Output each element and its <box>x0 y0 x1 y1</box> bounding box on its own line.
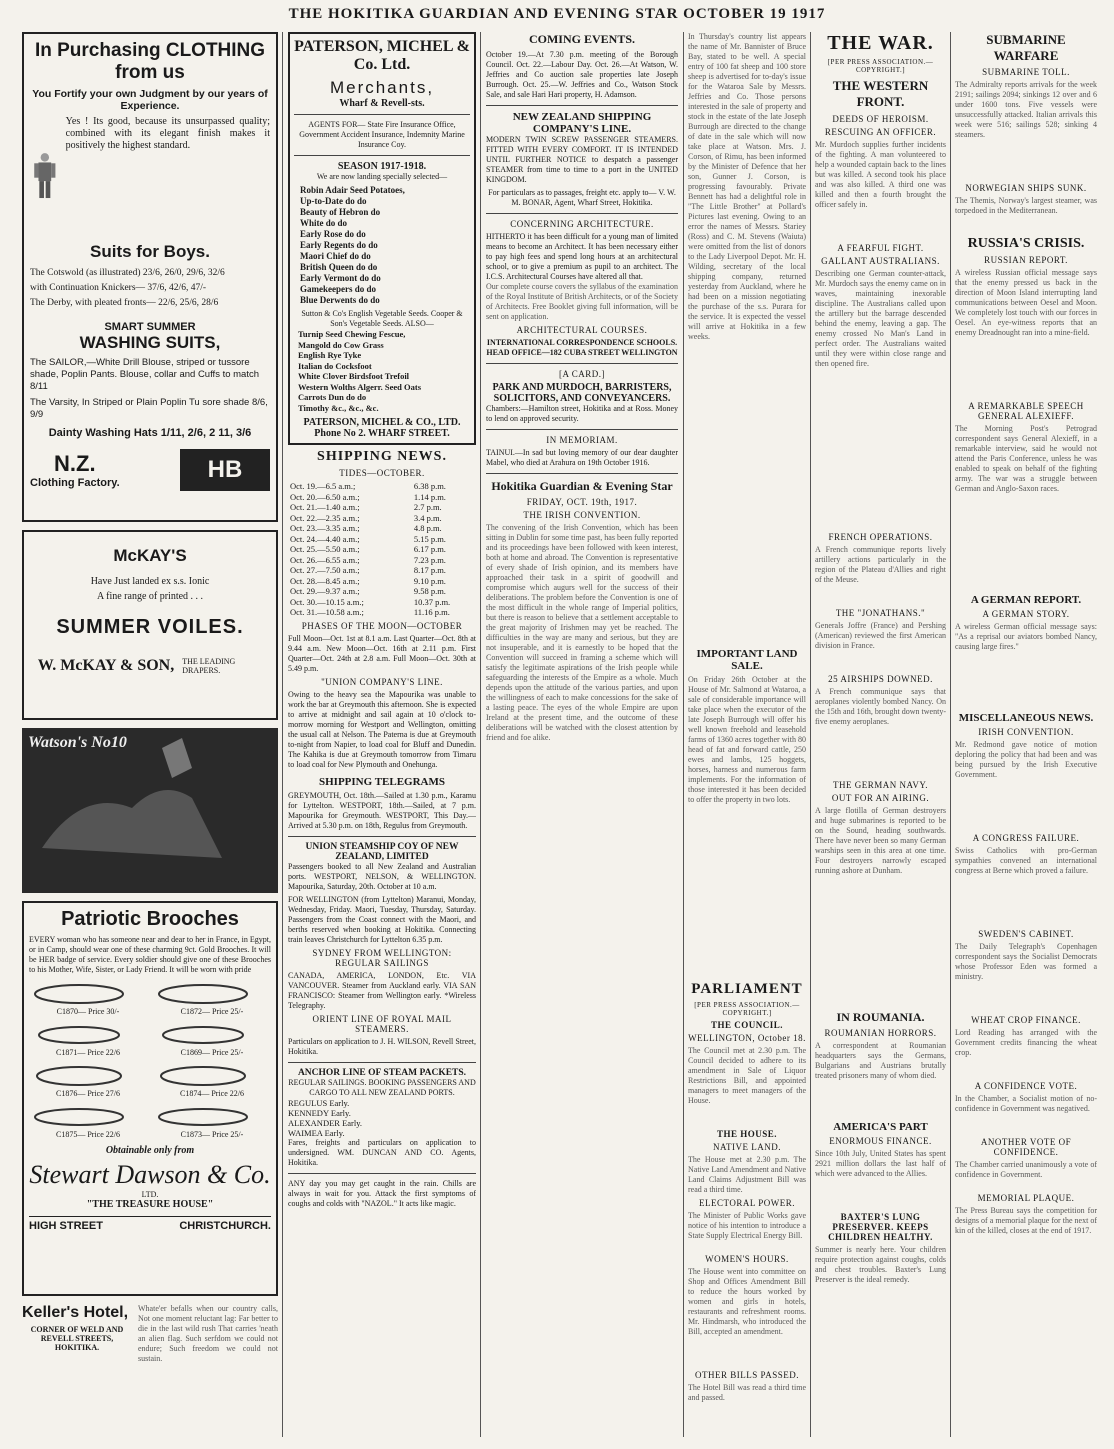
courses-heading: ARCHITECTURAL COURSES. <box>516 325 648 335</box>
table-row <box>288 534 476 545</box>
table-cell: 4.8 p.m. <box>413 523 442 533</box>
paterson-title: PATERSON, MICHEL & Co. Ltd. <box>294 38 470 73</box>
keller-hotel-title: Keller's Hotel, <box>22 1304 129 1321</box>
airing-body: A large flotilla of German destroyers and huge submarines is reported to be on the Sound, heading southwards. There have never been so many German warships seen in this area at one time. Four destroyers narrowly escaped running ashore at Dunham. <box>815 806 946 875</box>
suits-title: Suits for Boys. <box>90 242 210 261</box>
womens-heading: WOMEN'S HOURS. <box>705 1254 789 1264</box>
park-body: Chambers:—Hamilton street, Hokitika and at Ross. Money to lend on approved security. <box>486 404 678 423</box>
table-row <box>288 481 476 492</box>
french-heading: FRENCH OPERATIONS. <box>828 532 933 542</box>
article-body: The convening of the Irish Convention, which has been sitting in Dublin for some time past, has been fully reported and its proceedings have been followed with keen interest, both at home and abroad. The Convention is representative of every shade of Irish opinion, and its members have approached their task in a spirit of goodwill and compromise which augurs well for the success of their deliberations. The problem before the Convention is one of the most difficult in the whole range of Imperial politics, but there is reason to believe that a settlement acceptable to the great majority of Irishmen may yet be reached. The difficulties in the way are many and serious, but they are not insuperable, and it is earnestly to be hoped that the Convention will succeed in framing a scheme which will satisfy the legitimate aspirations of the Irish people while safeguarding the interests of the Empire as a whole. Much depends upon the attitude of the various parties, and upon the willingness of each to make concessions for the sake of a lasting peace. The eyes of the whole Empire are upon Ireland at the present time, and the outcome of these deliberations will be watched with the closest attention by friend and foe alike. <box>486 523 678 742</box>
gallant-body: Describing one German counter-attack, Mr. Murdoch says the enemy came on in waves, maintaining inexorable discipline. The Australians called upon the artillery but the barrage descended behind the enemy, leaving a gap. The enemy crossed No Man's Land in perfect order. The Australians waited until they were within close range and then opened fire. <box>815 269 946 368</box>
moon-phases: Full Moon—Oct. 1st at 8.1 a.m. Last Quarter—Oct. 8th at 9.44 a.m. New Moon—Oct. 16th at 2.11 p.m. First Quarter—Oct. 24th at 2.8 a.m. Full Moon—Oct. 30th at 5.49 p.m. <box>288 633 476 673</box>
table-cell: Oct. 27.—7.50 a.m.; <box>290 565 360 575</box>
table-row <box>288 565 476 576</box>
memorial-heading: MEMORIAL PLAQUE. <box>977 1193 1075 1203</box>
list-item: White Clover Birdsfoot Trefoil <box>298 371 410 381</box>
ltd-label: LTD. <box>141 1190 159 1199</box>
rescue-heading: RESCUING AN OFFICER. <box>824 127 937 137</box>
nzsc-body: MODERN TWIN SCREW PASSENGER STEAMERS. FITTED WITH EVERY COMFORT. IT IS INTENDED UNTIL FURTHER NOTICE to despatch a passenger STEAMER from time to time to a port in the UNITED KINGDOM. <box>486 135 678 184</box>
union-heading: "UNION COMPANY'S LINE. <box>321 676 443 687</box>
brooch-image <box>153 1104 253 1130</box>
seeds-title: Sutton & Co's English Vegetable Seeds. Cooper & Son's Vegetable Seeds. ALSO— <box>301 309 463 328</box>
deeds-heading: DEEDS OF HEROISM. <box>832 114 929 124</box>
land-sale-heading: IMPORTANT LAND SALE. <box>696 648 798 672</box>
german-story-body: A wireless German official message says: "As a reprisal our aviators bombed Nancy, causing large fires." <box>955 622 1097 651</box>
memoriam-heading: IN MEMORIAM. <box>546 435 618 445</box>
horse-rider-illustration <box>22 728 278 893</box>
paper-date: FRIDAY, OCT. 19th, 1917. <box>526 497 638 507</box>
obtainable-label: Obtainable only from <box>105 1145 195 1156</box>
the-war-heading: THE WAR. <box>827 32 934 54</box>
landing-text: We are now landing specially selected— <box>316 172 448 181</box>
table-cell: Oct. 20.—6.50 a.m.; <box>290 491 360 502</box>
tides-table <box>288 481 476 618</box>
house-heading: THE HOUSE. <box>716 1129 777 1139</box>
table-cell: 10.37 p.m. <box>413 596 451 607</box>
table-cell: Oct. 21.—1.40 a.m.; <box>290 502 360 512</box>
column-rule <box>480 32 481 1437</box>
column-local-news <box>688 32 806 1437</box>
table-cell: 3.4 p.m. <box>413 512 442 523</box>
table-cell: 1.14 p.m. <box>413 491 446 502</box>
anchor-agent: Fares, freights and particulars on application to undersigned. WM. DUNCAN AND CO. Agents, Hokitika. <box>288 1137 476 1167</box>
brooches-title: Patriotic Brooches <box>61 908 239 930</box>
russian-report-body: A wireless Russian official message says that the enemy pressed us back in the direction of Moon Island interrupting land communications between Oesel and Moon. We completely lost touch with our forces in Oesel. An eye-witness reports that an enemy Dreadnought ran into a mine-field. <box>955 268 1097 337</box>
list-item: Maori Chief do do <box>300 251 371 261</box>
shipping-news-heading: SHIPPING NEWS. <box>317 449 447 464</box>
agents-text: AGENTS FOR— State Fire Insurance Office, Government Accident Insurance, Indemnity Marine Insurance Coy. <box>299 120 465 149</box>
lyttelton-body: FOR WELLINGTON (from Lyttelton) Maranui, Monday, Wednesday, Friday. Maori, Tuesday, Thursday, Saturday. Passengers from the Coast connect with the Maori, and berths reserved when booking at Hokitika. Connecting train leaves Christchurch for Lyttelton 6.35 p.m. <box>288 894 476 944</box>
architecture-filler: Our complete course covers the syllabus of the examination of the Royal Institute of British Architects, or of the Society of Architects. Free Booklet giving full information, will be sent on application. <box>486 282 678 321</box>
column-rule <box>282 32 283 1437</box>
misc-heading: MISCELLANEOUS NEWS. <box>958 712 1094 724</box>
smart-summer: SMART SUMMER <box>104 321 196 333</box>
german-navy-heading: THE GERMAN NAVY. <box>833 780 928 790</box>
clothing-factory-label: Clothing Factory. <box>30 477 120 489</box>
brooch-image <box>29 1022 129 1048</box>
keller-hotel-ad <box>22 1304 278 1364</box>
submarine-heading: SUBMARINE WARFARE <box>986 32 1066 63</box>
alexieff-body: The Morning Post's Petrograd correspondent says General Alexieff, in a remarkable interview, said he would not attend the Paris Conference, unless he was enabled to speak on behalf of the fighting army. The war was a struggle between German and Anglo-Saxon races. <box>955 424 1097 493</box>
tides-heading: TIDES—OCTOBER. <box>339 468 425 478</box>
list-item: White do do <box>300 218 348 228</box>
baxter-heading: BAXTER'S LUNG PRESERVER. KEEPS CHILDREN HEALTHY. <box>828 1212 933 1242</box>
high-street: HIGH STREET <box>29 1220 103 1232</box>
brooch-price: C1875— Price 22/6 <box>56 1130 120 1139</box>
table-cell: Oct. 26.—6.55 a.m.; <box>290 554 360 565</box>
bills-heading: OTHER BILLS PASSED. <box>695 1370 799 1380</box>
suits-list <box>30 266 270 311</box>
canada-body: CANADA, AMERICA, LONDON, Etc. VIA VANCOUVER. Steamer from Auckland early. VIA SAN FRANCISCO: Steamer from Wellington early. *Wireless Telegraphy. <box>288 970 476 1010</box>
ics-address: INTERNATIONAL CORRESPONDENCE SCHOOLS. HEAD OFFICE—182 CUBA STREET WELLINGTON <box>486 338 678 357</box>
brooch-image <box>153 1063 253 1089</box>
table-cell: Oct. 30.—10.15 a.m.; <box>290 596 364 607</box>
varsity-suit: The Varsity, In Striped or Plain Poplin Tu sore shade 8/6, 9/9 <box>30 397 268 420</box>
congress-body: Swiss Catholics with pro-German sympathies convened an international congress at Berne which proved a failure. <box>955 846 1097 875</box>
western-front-heading: THE WESTERN FRONT. <box>832 78 929 109</box>
list-item: Up-to-Date do do <box>300 196 367 206</box>
table-row <box>288 544 476 555</box>
wheat-heading: WHEAT CROP FINANCE. <box>971 1015 1081 1025</box>
rescue-body: Mr. Murdoch supplies further incidents of the fighting. A man volunteered to help a wounded captain back to the lines but was killed. A second took his place and was also killed. A third one was killed and then a fourth brought the officer safely in. <box>815 140 946 209</box>
union-body: Owing to the heavy sea the Mapourika was unable to work the bar at Greymouth this afternoon. She is expected to arrive at midnight and sail again at 10 o'clock to-morrow morning for Westport and Wellington, omitting the usual call at Nelson. The Paterna is due at Greymouth to-night from Napier, to load coal for Bluff and Dunedin. The Kahika is due at Greymouth tomorrow from Timaru to load coal for New Plymouth and Onehunga. <box>288 689 476 769</box>
leading-drapers: THE LEADING DRAPERS. <box>182 657 236 675</box>
anchor-body: REGULAR SAILINGS. BOOKING PASSENGERS AND CARGO TO ALL NEW ZEALAND PORTS. <box>288 1077 476 1097</box>
brooch-price: C1876— Price 27/6 <box>56 1089 120 1098</box>
list-item: Timothy &c., &c., &c. <box>298 402 379 413</box>
brooch-image <box>29 1063 129 1089</box>
table-cell: Oct. 22.—2.35 a.m.; <box>290 512 360 523</box>
suit-line: with Continuation Knickers— 37/6, 42/6, 47/- <box>30 283 207 293</box>
brooch-price: C1869— Price 25/- <box>180 1048 244 1057</box>
confidence-heading: A CONFIDENCE VOTE. <box>974 1081 1078 1091</box>
table-row <box>288 576 476 587</box>
brooch-price: C1872— Price 25/- <box>180 1007 244 1016</box>
list-item: ALEXANDER Early. <box>288 1117 363 1128</box>
column-war <box>815 32 946 1437</box>
native-heading: NATIVE LAND. <box>713 1142 781 1152</box>
boy-suit-illustration <box>30 116 60 236</box>
press-association: [PER PRESS ASSOCIATION.—COPYRIGHT.] <box>827 58 934 74</box>
uss-heading: UNION STEAMSHIP COY OF NEW ZEALAND, LIMITED <box>305 841 459 862</box>
list-item: Robin Adair Seed Potatoes, <box>300 185 405 195</box>
another-body: The Chamber carried unanimously a vote of confidence in Government. <box>955 1160 1097 1179</box>
watsons-logo: Watson's No10 <box>28 734 127 751</box>
table-cell: Oct. 25.—5.50 a.m.; <box>290 544 360 554</box>
column-ads <box>22 32 278 1437</box>
list-item: Italian do Cocksfoot <box>298 360 372 371</box>
table-cell: 11.16 p.m. <box>413 607 450 617</box>
parliament-heading: PARLIAMENT <box>691 981 803 997</box>
womens-body: The House went into committee on Shop and Offices Amendment Bill to reduce the hours worked by women and girls in hotels, restaurants and refreshment rooms. Mr. Hindmarsh, who introduced the Bill, accepted an amendment. <box>688 1267 806 1336</box>
mckays-title: McKAY'S <box>113 546 187 565</box>
table-row <box>288 502 476 513</box>
baxter-body: Summer is nearly here. Your children require protection against coughs, colds and chest troubles. Baxter's Lung Preserver is the ideal remedy. <box>815 1245 946 1284</box>
paper-title: Hokitika Guardian & Evening Star <box>491 479 673 493</box>
anchor-ships <box>288 1098 476 1138</box>
swedens-heading: SWEDEN'S CABINET. <box>978 929 1074 939</box>
press-association: [PER PRESS ASSOCIATION.—COPYRIGHT.] <box>694 1001 800 1017</box>
native-body: The House met at 2.30 p.m. The Native Land Amendment and Native Land Claims Adjustment Bill was read a third time. <box>688 1155 806 1194</box>
keller-address: CORNER OF WELD AND REVELL STREETS, HOKITIKA. <box>30 1325 124 1352</box>
local-news-body: In Thursday's country list appears the name of Mr. Bannister of Bruce Bay, stated to be well. A special entry of 100 fat sheep and 100 store sheep is advertised for to-day's issue for the Wataroa Sale by Messrs. Jeffries and Co. Those persons interested in the sale of property and stock in the estate of the late Joseph Burrough are directed to the change of date in the sale which will now take place at Watson. Mrs. J. Corson, of Rimu, has been informed by the Minister of Defence that her son, Gunner J. Corson, is progressing favourably. Private Bennett has had a delightful role in "The Little Brother" at Pollard's Pictures last evening. Owing to an error the names of Messrs. Stariey (Ross) and C. M. Stevens (Waiuta) were omitted from the list of donors to the Lady Liverpool Depot. Mr. H. Wilding, secretary of the local shipping company, returned yesterday from Auckland, where he had been on a mission negotiating the purchase of the s.s. Purara for the service. It is expected the vessel will arrive at Hokitika in a few weeks. <box>688 32 806 341</box>
clothing-headline: In Purchasing CLOTHING from us <box>34 40 266 83</box>
german-report-heading: A GERMAN REPORT. <box>970 594 1082 606</box>
table-cell: Oct. 23.—3.35 a.m.; <box>290 523 360 533</box>
table-row <box>288 492 476 503</box>
column-rule <box>683 32 684 1437</box>
table-cell: 5.15 p.m. <box>413 533 446 544</box>
christchurch: CHRISTCHURCH. <box>179 1220 271 1232</box>
russian-report-heading: RUSSIAN REPORT. <box>984 255 1068 265</box>
coming-events-body: October 19.—At 7.30 p.m. meeting of the Borough Council. Oct. 22.—Labour Day. Oct. 26.—At Watson, W. Jeffries and Co auction sale properties late Joseph Burrough. Oct. 25.—W. Jeffries and Co., Watson Stock Sale, and sale Hari Hari property, H. Adamson. <box>486 50 678 99</box>
table-cell: Oct. 19.—6.5 a.m.; <box>290 481 356 491</box>
finance-heading: ENORMOUS FINANCE. <box>829 1136 932 1146</box>
park-murdoch: PARK AND MURDOCH, BARRISTERS, SOLICITORS, AND CONVEYANCERS. <box>492 382 672 404</box>
french-body: A French communique reports lively artillery actions particularly in the region of the Plateau d'Allies and right of the Meuse. <box>815 545 946 584</box>
list-item: Early Regents do do <box>300 240 378 250</box>
nzsc-heading: NEW ZEALAND SHIPPING COMPANY'S LINE. <box>512 111 652 135</box>
column-cables <box>955 32 1097 1437</box>
horrors-body: A correspondent at Roumanian headquarters says the Germans, Bulgarians and Austrians brutally treated prisoners many of whom died. <box>815 1041 946 1080</box>
list-item: Beauty of Hebron do <box>300 207 381 217</box>
list-item: Mangold do Cow Grass <box>298 339 384 350</box>
russia-heading: RUSSIA'S CRISIS. <box>967 236 1085 251</box>
electoral-heading: ELECTORAL POWER. <box>699 1198 795 1208</box>
confidence-body: In the Chamber, a Socialist motion of no-confidence in Government was negatived. <box>955 1094 1097 1113</box>
telegrams-body: GREYMOUTH, Oct. 18th.—Sailed at 1.30 p.m., Karamu for Lyttelton. WESTPORT, 18th.—Sailed, at 7 p.m. Mapourika for Greymouth. WESTPORT, This Day.—Arrived at 5.30 p.m. on 18th, Regulus from Greymouth. <box>288 790 476 830</box>
anchor-heading: ANCHOR LINE OF STEAM PACKETS. <box>297 1067 467 1078</box>
table-row <box>288 586 476 597</box>
table-cell: 2.7 p.m. <box>413 502 442 512</box>
nz-label: N.Z. <box>54 451 96 476</box>
mckays-line: Have Just landed ex s.s. Ionic <box>90 576 210 587</box>
table-row <box>288 523 476 534</box>
brooch-price: C1870— Price 30/- <box>56 1007 120 1016</box>
congress-heading: A CONGRESS FAILURE. <box>972 833 1080 843</box>
table-cell: 6.38 p.m. <box>413 481 446 491</box>
list-item: WAIMEA Early. <box>288 1127 345 1138</box>
brooch-image <box>29 1104 129 1130</box>
convention-heading: THE IRISH CONVENTION. <box>523 510 641 520</box>
clothing-ad <box>22 32 278 522</box>
council-body: The Council met at 2.30 p.m. The Council decided to adhere to its amendment in Sale of Liquor Restrictions Bill, and appointed managers to meet managers of the House. <box>688 1046 806 1105</box>
telegrams-heading: SHIPPING TELEGRAMS <box>318 775 446 788</box>
table-cell: Oct. 24.—4.40 a.m.; <box>290 533 360 544</box>
sailor-suit: The SAILOR,—White Drill Blouse, striped or tussore shade, Poplin Pants. Blouse, collar and Cuffs to match 8/11 <box>30 357 260 392</box>
dainty-hats: Dainty Washing Hats 1/11, 2/6, 2 11, 3/6 <box>48 427 252 439</box>
jonathans-heading: THE "JONATHANS." <box>835 608 926 618</box>
masthead: THE HOKITIKA GUARDIAN AND EVENING STAR OCTOBER 19 1917 <box>288 6 826 22</box>
mckays-line: A fine range of printed . . . <box>96 591 204 602</box>
table-cell: 7.23 p.m. <box>413 554 446 565</box>
list-item: Early Vermont do do <box>300 273 381 283</box>
list-item: Western Wolths Algerr. Seed Oats <box>298 381 422 392</box>
german-story-heading: A GERMAN STORY. <box>982 609 1070 619</box>
table-row <box>288 513 476 524</box>
suit-line: The Cotswold (as illustrated) 23/6, 26/0, 29/6, 32/6 <box>30 268 225 278</box>
airing-heading: OUT FOR AN AIRING. <box>831 793 930 803</box>
swedens-body: The Daily Telegraph's Copenhagen correspondent says the Socialist Democrats whose Professor Eden was formed a ministry. <box>955 942 1097 981</box>
treasure-house: "THE TREASURE HOUSE" <box>86 1199 214 1210</box>
irish-body: Mr. Redmond gave notice of motion deploring the policy that had been and was being pursued by the Irish Executive Government. <box>955 740 1097 779</box>
brooch-image <box>29 981 129 1007</box>
suit-line: The Derby, with pleated fronts— 22/6, 25/6, 28/6 <box>30 298 219 308</box>
moon-heading: PHASES OF THE MOON—OCTOBER <box>301 620 463 631</box>
orient-body: Particulars on application to J. H. WILSON, Revell Street, Hokitika. <box>288 1036 476 1056</box>
table-cell: Oct. 28.—8.45 a.m.; <box>290 575 360 586</box>
table-cell: Oct. 29.—9.37 a.m.; <box>290 586 360 596</box>
norwegian-body: The Themis, Norway's largest steamer, was torpedoed in the Mediterranean. <box>955 196 1097 215</box>
list-item: KENNEDY Early. <box>288 1107 351 1118</box>
table-cell: Oct. 31.—10.58 a.m.; <box>290 607 364 617</box>
list-item: Blue Derwents do do <box>300 295 380 305</box>
table-cell: 9.58 p.m. <box>413 586 446 596</box>
seed-list <box>298 329 470 413</box>
clothing-subheadline: You Fortify your own Judgment by our years of Experience. <box>32 88 268 112</box>
mckays-ad <box>22 530 278 720</box>
finance-body: Since 10th July, United States has spent 2921 million dollars the last half of which were advanced to the Allies. <box>815 1149 946 1178</box>
toll-heading: SUBMARINE TOLL. <box>982 67 1070 77</box>
brooches-body: EVERY woman who has someone near and dear to her in France, in Egypt, or in Camp, should wear one of these charming 9ct. Gold Brooches. It will be HER badge of service. Every soldier should give one of these Brooches to his Mother, Wife, Sister, or Lady Friend. It will be worn with pride <box>29 935 271 974</box>
column-editorial <box>486 32 678 1437</box>
jonathans-body: Generals Joffre (France) and Pershing (American) reviewed the first American division in France. <box>815 621 946 650</box>
table-row <box>288 607 476 618</box>
list-item: Gamekeepers do do <box>300 284 376 294</box>
fearful-heading: A FEARFUL FIGHT. <box>837 243 924 253</box>
bills-body: The Hotel Bill was read a third time and passed. <box>688 1383 806 1402</box>
table-row <box>288 555 476 566</box>
america-heading: AMERICA'S PART <box>833 1121 928 1133</box>
orient-heading: ORIENT LINE OF ROYAL MAIL STEAMERS. <box>312 1013 452 1034</box>
list-item: Early Rose do do <box>300 229 366 239</box>
council-date: WELLINGTON, October 18. <box>688 1033 806 1043</box>
roumania-heading: IN ROUMANIA. <box>836 1010 925 1024</box>
uss-body: Passengers booked to all New Zealand and Australian ports. WESTPORT, NELSON, & WELLINGTON. Mapourika, Saturday, 20th. October at 10 a.m. <box>288 861 476 891</box>
another-heading: ANOTHER VOTE OF CONFIDENCE. <box>980 1137 1072 1157</box>
hb-logo: HB <box>180 449 270 491</box>
table-row <box>288 597 476 608</box>
list-item: British Queen do do <box>300 262 378 272</box>
list-item: Carrots Dun do do <box>298 392 367 402</box>
watsons-whisky-ad <box>22 728 278 893</box>
mckay-son: W. McKAY & SON, <box>37 657 175 674</box>
phone-label: PATERSON, MICHEL & CO., LTD. Phone No 2. WHARF STREET. <box>303 417 461 439</box>
potato-list <box>300 185 470 306</box>
horrors-heading: ROUMANIAN HORRORS. <box>824 1028 937 1038</box>
summer-voiles: SUMMER VOILES. <box>56 616 244 638</box>
memoriam-body: TAINUI.—In sad but loving memory of our dear daughter Mabel, who died at Arahura on 19th October 1916. <box>486 448 678 467</box>
gallant-heading: GALLANT AUSTRALIANS. <box>821 256 940 266</box>
season-label: SEASON 1917-1918. <box>337 161 427 172</box>
norwegian-heading: NORWEGIAN SHIPS SUNK. <box>965 183 1087 193</box>
washing-suits: WASHING SUITS, <box>79 333 221 352</box>
architecture-heading: CONCERNING ARCHITECTURE. <box>510 219 654 229</box>
brooch-price: C1874— Price 22/6 <box>180 1089 244 1098</box>
sydney-heading: SYDNEY FROM WELLINGTON: REGULAR SAILINGS <box>312 947 452 968</box>
brooch-price: C1873— Price 25/- <box>180 1130 244 1139</box>
toll-body: The Admiralty reports arrivals for the week 2191; sailings 2094; sinkings 12 over and 6 under 1600 tons. Five vessels were unsuccessfully attacked. Italian arrivals this week were 516; sailings 528; sinking 4 steamers. <box>955 80 1097 139</box>
architecture-body: HITHERTO it has been difficult for a young man of limited means to become an Architect. It has been necessary either to pay high fees and spend long hours at an architectural school, or to give a premium as pupil to an architect. The I.C.S. Architectural Courses have altered all that. <box>486 232 678 281</box>
poem-filler: Whate'er befalls when our country calls, Not one moment reluctant lag: Far better to die in the last wild rush That carries 'neath an alien flag. Such serfdom we could not endure; Such freedom we could not sustain. <box>138 1304 278 1363</box>
column-shipping <box>288 32 476 1437</box>
land-sale-body: On Friday 26th October at the House of Mr. Salmond at Wataroa, a sale of considerable importance will take place when the executor of the late Joseph Burrough will offer his well known freehold and leasehold farms of 1360 acres together with 80 head of fat and forward cattle, 250 ewes and lambs, 125 hoggets, horses, harness and numerous farm implements. For the information of those interested it has been decided to offer the property in two lots. <box>688 675 806 804</box>
alexieff-heading: A REMARKABLE SPEECH GENERAL ALEXIEFF. <box>968 401 1084 421</box>
column-rule <box>950 32 951 1437</box>
airships-body: A French communique says that aeroplanes violently bombed Nancy. On the 15th and 16th, brought down twenty-five enemy aeroplanes. <box>815 687 946 726</box>
table-cell: 6.17 p.m. <box>413 544 446 554</box>
table-cell: 9.10 p.m. <box>413 575 446 586</box>
list-item: REGULUS Early. <box>288 1097 350 1108</box>
list-item: Turnip Seed Chewing Fescue, <box>298 329 406 339</box>
memorial-body: The Press Bureau says the competition for designs of a memorial plaque for the next of kin of the killed, closes at the end of 1917. <box>955 1206 1097 1235</box>
stewart-dawson-logo: Stewart Dawson & Co. <box>29 1160 271 1189</box>
nazol-ad: ANY day you may get caught in the rain. Chills are always in wait for you. Attack the first symptoms of coughs and colds with "NAZOL." It acts like magic. <box>288 1178 476 1208</box>
table-cell: 8.17 p.m. <box>413 565 446 575</box>
airships-heading: 25 AIRSHIPS DOWNED. <box>828 674 933 684</box>
column-rule <box>810 32 811 1437</box>
council-heading: THE COUNCIL. <box>710 1020 783 1030</box>
merchants-label: Merchants, <box>329 78 435 97</box>
card-label: [A CARD.] <box>558 369 605 379</box>
brooch-price: C1871— Price 22/6 <box>56 1048 120 1057</box>
nzsc-agent: For particulars as to passages, freight etc. apply to— V. W. M. BONAR, Agent, Wharf Street, Hokitika. <box>488 188 676 207</box>
wharf-label: Wharf & Revell-sts. <box>339 98 425 109</box>
clothing-body: Yes ! Its good, because its unsurpassed quality; combined with its elegant finish makes it positively the highest standard. <box>65 116 270 151</box>
coming-events-heading: COMING EVENTS. <box>528 32 635 46</box>
wheat-body: Lord Reading has arranged with the Government credits financing the wheat crop. <box>955 1028 1097 1057</box>
brooch-image <box>153 1022 253 1048</box>
brooch-image <box>153 981 253 1007</box>
list-item: English Rye Tyke <box>298 350 362 360</box>
brooches-ad <box>22 901 278 1296</box>
irish-heading: IRISH CONVENTION. <box>978 727 1074 737</box>
electoral-body: The Minister of Public Works gave notice of his intention to introduce a State Supply Electrical Energy Bill. <box>688 1211 806 1240</box>
paterson-ad <box>288 32 476 445</box>
